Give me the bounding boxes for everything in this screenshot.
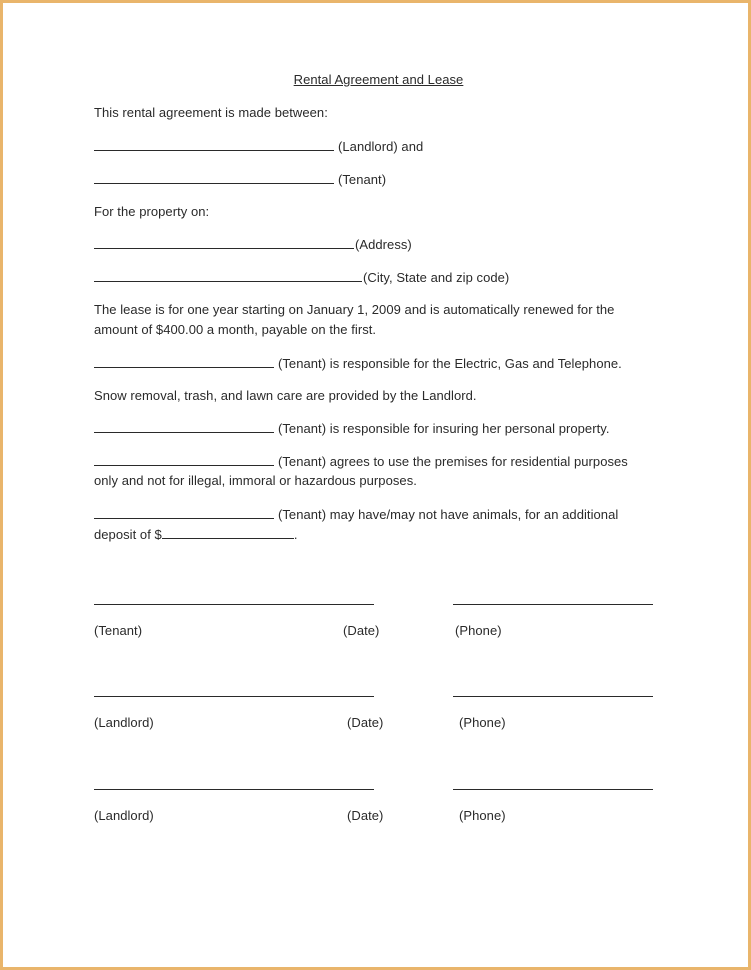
animals-text: (Tenant) may have/may not have animals, for an additional — [278, 507, 619, 522]
landlord-name-line — [94, 138, 423, 155]
insurance-tenant-blank[interactable] — [94, 420, 274, 433]
premises-tenant-blank[interactable] — [94, 453, 274, 466]
address-line — [94, 236, 412, 253]
deposit-line — [94, 526, 298, 543]
services-text: Snow removal, trash, and lawn care are provided by the Landlord. — [94, 388, 477, 403]
premises-text-1: (Tenant) agrees to use the premises for residential purposes — [278, 454, 628, 469]
landlord-label: (Landlord) and — [338, 139, 424, 154]
landlord-signature-line-2[interactable] — [94, 789, 374, 790]
signature-party-label: (Landlord) — [94, 715, 154, 730]
landlord-signature-line-1[interactable] — [94, 696, 374, 697]
address-label: (Address) — [355, 237, 412, 252]
premises-line-2: only and not for illegal, immoral or hazardous purposes. — [94, 473, 417, 488]
intro-text: This rental agreement is made between: — [94, 105, 328, 120]
signature-phone-label: (Phone) — [455, 623, 502, 638]
utilities-tenant-blank[interactable] — [94, 355, 274, 368]
tenant-name-line — [94, 171, 386, 188]
landlord-name-blank[interactable] — [94, 138, 334, 151]
animals-tenant-blank[interactable] — [94, 506, 274, 519]
insurance-line — [94, 420, 610, 437]
signature-date-label: (Date) — [347, 808, 384, 823]
property-intro-text: For the property on: — [94, 204, 210, 219]
lease-terms-line-1: The lease is for one year starting on January 1, 2009 and is automatically renewed for the — [94, 302, 615, 317]
city-blank[interactable] — [94, 269, 362, 282]
tenant-name-blank[interactable] — [94, 171, 334, 184]
address-blank[interactable] — [94, 236, 354, 249]
landlord-phone-line-2[interactable] — [453, 789, 653, 790]
signature-phone-label: (Phone) — [459, 715, 506, 730]
document-title: Rental Agreement and Lease — [293, 72, 464, 87]
tenant-label: (Tenant) — [338, 172, 387, 187]
deposit-amount-blank[interactable] — [162, 526, 294, 539]
utilities-text: (Tenant) is responsible for the Electric, Gas and Telephone. — [278, 356, 622, 371]
landlord-phone-line-1[interactable] — [453, 696, 653, 697]
signature-party-label: (Tenant) — [94, 623, 143, 638]
animals-line-1 — [94, 506, 618, 523]
tenant-phone-line[interactable] — [453, 604, 653, 605]
signature-phone-label: (Phone) — [459, 808, 506, 823]
city-label: (City, State and zip code) — [363, 270, 510, 285]
tenant-signature-line[interactable] — [94, 604, 374, 605]
signature-date-label: (Date) — [347, 715, 384, 730]
signature-date-label: (Date) — [343, 623, 380, 638]
lease-terms-line-2: amount of $400.00 a month, payable on the first. — [94, 322, 377, 337]
deposit-suffix: . — [293, 527, 298, 542]
premises-line-1 — [94, 453, 628, 470]
signature-party-label: (Landlord) — [94, 808, 154, 823]
insurance-text: (Tenant) is responsible for insuring her personal property. — [278, 421, 610, 436]
city-line — [94, 269, 509, 286]
deposit-prefix: deposit of $ — [94, 527, 162, 542]
utilities-line — [94, 355, 622, 372]
